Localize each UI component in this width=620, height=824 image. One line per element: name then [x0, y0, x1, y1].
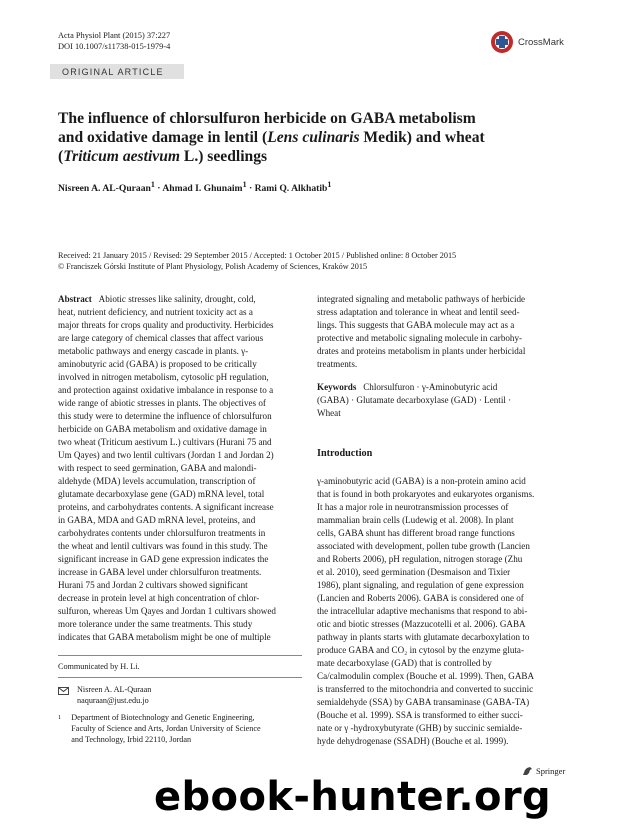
abstract-label: Abstract	[58, 294, 92, 304]
dates-line: Received: 21 January 2015 / Revised: 29 September 2015 / Accepted: 1 October 2015 / Published online: 8 October 2015	[58, 251, 457, 260]
watermark: ebook-hunter.org	[154, 774, 552, 820]
abstract: Abstract Abiotic stresses like salinity, drought, cold, heat, nutrient deficiency, and nutrient toxicity act as a major threats for crops quality and productivity. Herbicides are large category of chemical classes that affect various metabolic pathways and energy cascade in plants. γ- aminobutyric acid (GABA) is proposed to be critically involved in nitrogen metabolism, cytosolic pH regulation, and protection against oxidative imbalance in response to a wide range of abiotic stresses in plants. The objectives of this study were to determine the influence of chlorsulfuron herbicide on GABA metabolism and oxidative damage in two wheat (Triticum aestivum L.) cultivars (Hurani 75 and Um Qayes) and two lentil cultivars (Jordan 1 and Jordan 2) with respect to seed germination, GABA and malondi- aldehyde (MDA) levels accumulation, transcription of glutamate decarboxylase gene (GAD) mRNA level, total proteins, and carbohydrates contents. A significant increase in GABA, MDA and GAD mRNA level, proteins, and carbohydrates contents under chlorsulfuron treatments in the wheat and lentil cultivars was found in this study. The significant increase in GAD gene expression indicates the increase in GABA level under chlorsulfuron treatments. Hurani 75 and Jordan 2 cultivars showed significant decrease in protein level at high concentration of chlor- sulfuron, whereas Um Qayes and Jordan 1 cultivars showed more tolerance under the same treatments. This study indicates that GABA metabolism might be one of multiple	[58, 294, 276, 642]
crossmark-icon	[490, 30, 514, 54]
introduction-body: γ-aminobutyric acid (GABA) is a non-protein amino acid that is found in both prokaryotes and eukaryotes organisms. It has a major role in neurotransmission processes of mammalian brain cells (Ludewig et al. 2008). In plant cells, GABA shunt has different broad range functions associated with development, pollen tube growth (Lancien and Roberts 2006), pH regulation, nitrogen storage (Zhu et al. 2010), seed germination (Desmaison and Tixier 1986), plant signaling, and regulation of gene expression (Lancien and Roberts 2006). GABA is considered one of the intracellular adaptive mechanisms that respond to abi- otic and biotic stresses (Mazzucotelli et al. 2006). GABA pathway in plants starts with glutamate decarboxylation to produce GABA and CO₂ in cytosol by the enzyme gluta- mate decarboxylase (GAD) that is controlled by Ca/calmodulin complex (Bouche et al. 1999). Then, GABA is transferred to the mitochondria and converted to succinic semialdehyde (SSA) by GABA transaminase (GABA-TA) (Bouche et al. 1999). SSA is transformed to either succi- nate or γ -hydroxybutyrate (GHB) by succinic semialde- hyde dehydrogenase (SSADH) (Bouche et al. 1999).	[317, 476, 535, 746]
keywords: Keywords Chlorsulfuron · γ-Aminobutyric acid (GABA) · Glutamate decarboxylase (GAD) · Lentil · Wheat	[317, 382, 512, 418]
footnote-rule	[58, 677, 302, 678]
title-line-2: and oxidative damage in lentil (Lens culinaris Medik) and wheat	[58, 129, 485, 146]
corresponding-author	[58, 685, 302, 707]
article-title	[58, 109, 578, 166]
footnote-rule	[58, 655, 302, 656]
introduction-heading: Introduction	[317, 448, 373, 459]
author-name: Nisreen A. AL-Quraan	[77, 685, 152, 694]
email-link[interactable]: naquraan@just.edu.jo	[77, 695, 149, 705]
doi[interactable]: DOI 10.1007/s11738-015-1979-4	[58, 42, 171, 51]
author-name[interactable]: Ahmad I. Ghunaim	[162, 183, 243, 195]
author-name[interactable]: Nisreen A. AL-Quraan	[58, 183, 151, 195]
envelope-icon	[58, 687, 69, 695]
author-list: Nisreen A. AL-Quraan$^1$ · Ahmad I. Ghunaim$^1$ · Rami Q. Alkhatib$^1$	[58, 180, 332, 195]
communicated-by: Communicated by H. Li.	[58, 662, 140, 671]
affiliation: 1 Department of Biotechnology and Genetic Engineering, Faculty of Science and Arts, Jordan University of Science and Technology, Irbid 22110, Jordan	[58, 713, 261, 744]
abstract-continued: integrated signaling and metabolic pathways of herbicide stress adaptation and tolerance in wheat and lentil seed- lings. This suggests that GABA molecule may act as a protective and metabolic signaling molecule in carbohy- drates and proteins metabolism in plants under herbicidal treatments.	[317, 294, 526, 369]
section-label: ORIGINAL ARTICLE	[50, 64, 184, 79]
affiliation-number: 1	[58, 714, 62, 721]
crossmark-label: CrossMark	[518, 36, 564, 48]
title-line-1: The influence of chlorsulfuron herbicide on GABA metabolism	[58, 110, 476, 127]
author-name[interactable]: Rami Q. Alkhatib	[254, 183, 328, 195]
crossmark-badge[interactable]	[490, 30, 564, 54]
journal-citation: Acta Physiol Plant (2015) 37:227	[58, 31, 171, 40]
title-line-3: (Triticum aestivum L.) seedlings	[58, 148, 268, 165]
article-history	[58, 250, 578, 272]
copyright-line: © Franciszek Górski Institute of Plant Physiology, Polish Academy of Sciences, Kraków 2015	[58, 262, 368, 272]
publisher-name: Springer	[536, 766, 566, 776]
keywords-label: Keywords	[317, 382, 357, 392]
